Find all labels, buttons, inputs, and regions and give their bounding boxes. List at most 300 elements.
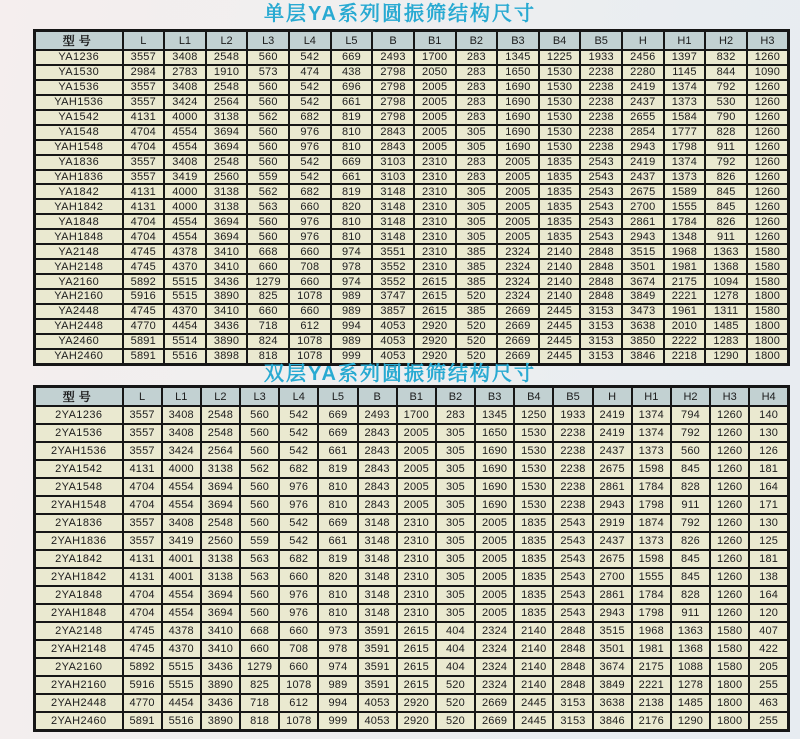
value-cell: 1835: [514, 568, 553, 586]
table-row: [35, 110, 789, 125]
value-cell: 4001: [162, 568, 201, 586]
dimension-column-header: L1: [164, 31, 206, 51]
value-cell: 2615: [397, 658, 436, 676]
value-cell: 305: [436, 442, 475, 460]
value-cell: 5514: [164, 334, 206, 349]
value-cell: 4131: [123, 184, 165, 199]
value-cell: 1800: [747, 334, 789, 349]
value-cell: 3103: [372, 155, 414, 170]
dimension-column-header: B1: [397, 387, 436, 407]
value-cell: 1784: [664, 214, 706, 229]
value-cell: 2543: [553, 550, 592, 568]
table-row: [35, 442, 789, 460]
value-cell: 1690: [475, 460, 514, 478]
value-cell: 661: [331, 95, 373, 110]
value-cell: 130: [749, 514, 788, 532]
value-cell: 2140: [539, 274, 581, 289]
value-cell: 305: [436, 586, 475, 604]
value-cell: 1397: [664, 50, 706, 65]
value-cell: 810: [331, 140, 373, 155]
value-cell: 5515: [164, 289, 206, 304]
value-cell: 999: [318, 712, 357, 731]
value-cell: 911: [705, 229, 747, 244]
value-cell: 560: [240, 424, 279, 442]
value-cell: 560: [247, 140, 289, 155]
value-cell: 305: [436, 532, 475, 550]
value-cell: 2445: [539, 334, 581, 349]
value-cell: 1798: [632, 604, 671, 622]
value-cell: 1260: [747, 125, 789, 140]
value-cell: 2140: [539, 259, 581, 274]
value-cell: 976: [289, 214, 331, 229]
value-cell: 1368: [671, 640, 710, 658]
value-cell: 3694: [201, 496, 240, 514]
value-cell: 4745: [123, 640, 162, 658]
value-cell: 2005: [497, 214, 539, 229]
table-row: [35, 184, 789, 199]
value-cell: 2943: [593, 496, 632, 514]
value-cell: 1090: [747, 65, 789, 80]
value-cell: 542: [279, 424, 318, 442]
value-cell: 1290: [705, 349, 747, 365]
value-cell: 520: [436, 694, 475, 712]
value-cell: 2310: [397, 568, 436, 586]
single-deck-spec-table: [33, 29, 790, 366]
value-cell: 4454: [162, 694, 201, 712]
value-cell: 181: [749, 460, 788, 478]
value-cell: 1530: [514, 424, 553, 442]
value-cell: 2920: [397, 712, 436, 731]
value-cell: 542: [289, 170, 331, 185]
value-cell: 976: [289, 125, 331, 140]
value-cell: 911: [705, 140, 747, 155]
value-cell: 2861: [593, 586, 632, 604]
value-cell: 4001: [162, 550, 201, 568]
value-cell: 3148: [358, 550, 397, 568]
value-cell: 4770: [123, 694, 162, 712]
value-cell: 2548: [206, 80, 248, 95]
value-cell: 1260: [710, 478, 749, 496]
value-cell: 2843: [358, 460, 397, 478]
value-cell: 2548: [201, 514, 240, 532]
value-cell: 2848: [553, 676, 592, 694]
value-cell: 4704: [123, 478, 162, 496]
value-cell: 1283: [705, 334, 747, 349]
dimension-column-header: B4: [514, 387, 553, 407]
value-cell: 2848: [553, 640, 592, 658]
value-cell: 5891: [123, 712, 162, 731]
value-cell: 2615: [397, 676, 436, 694]
value-cell: 5515: [162, 658, 201, 676]
value-cell: 1650: [497, 65, 539, 80]
value-cell: 2848: [553, 658, 592, 676]
value-cell: 1373: [664, 95, 706, 110]
value-cell: 1784: [632, 586, 671, 604]
value-cell: 2564: [201, 442, 240, 460]
value-cell: 2848: [580, 259, 622, 274]
value-cell: 2543: [580, 199, 622, 214]
value-cell: 792: [671, 514, 710, 532]
model-cell: 2YA2148: [35, 622, 123, 640]
value-cell: 2848: [553, 622, 592, 640]
value-cell: 3552: [372, 274, 414, 289]
value-cell: 2140: [539, 289, 581, 304]
value-cell: 669: [331, 155, 373, 170]
value-cell: 2543: [580, 155, 622, 170]
value-cell: 3473: [622, 304, 664, 319]
table-row: [35, 658, 789, 676]
value-cell: 255: [749, 676, 788, 694]
value-cell: 2843: [358, 442, 397, 460]
table-row: [35, 334, 789, 349]
value-cell: 3153: [553, 694, 592, 712]
value-cell: 2700: [593, 568, 632, 586]
value-cell: 2437: [622, 95, 664, 110]
value-cell: 3408: [164, 50, 206, 65]
value-cell: 2140: [539, 244, 581, 259]
value-cell: 560: [247, 80, 289, 95]
value-cell: 1910: [206, 65, 248, 80]
dimension-column-header: L2: [201, 387, 240, 407]
value-cell: 845: [671, 550, 710, 568]
value-cell: 1968: [664, 244, 706, 259]
value-cell: 3694: [206, 125, 248, 140]
value-cell: 4131: [123, 199, 165, 214]
value-cell: 828: [671, 478, 710, 496]
value-cell: 1835: [514, 586, 553, 604]
value-cell: 3694: [206, 229, 248, 244]
model-cell: YAH2460: [35, 349, 123, 365]
value-cell: 2943: [622, 140, 664, 155]
value-cell: 1690: [497, 95, 539, 110]
value-cell: 3898: [206, 349, 248, 365]
value-cell: 1311: [705, 304, 747, 319]
value-cell: 976: [279, 478, 318, 496]
dimension-column-header: L: [123, 387, 162, 407]
value-cell: 4053: [372, 334, 414, 349]
value-cell: 3153: [580, 349, 622, 365]
value-cell: 1530: [539, 65, 581, 80]
value-cell: 2005: [414, 80, 456, 95]
value-cell: 2238: [580, 65, 622, 80]
value-cell: 1279: [240, 658, 279, 676]
value-cell: 660: [279, 568, 318, 586]
value-cell: 825: [247, 289, 289, 304]
value-cell: 3849: [622, 289, 664, 304]
table-row: [35, 65, 789, 80]
value-cell: 2548: [201, 406, 240, 424]
value-cell: 2310: [414, 214, 456, 229]
model-cell: 2YA1842: [35, 550, 123, 568]
value-cell: 2140: [514, 622, 553, 640]
value-cell: 2005: [497, 229, 539, 244]
value-cell: 2848: [580, 274, 622, 289]
value-cell: 2437: [593, 442, 632, 460]
value-cell: 4554: [162, 478, 201, 496]
value-cell: 3890: [201, 676, 240, 694]
value-cell: 1530: [539, 140, 581, 155]
value-cell: 660: [279, 658, 318, 676]
value-cell: 3747: [372, 289, 414, 304]
value-cell: 3138: [206, 199, 248, 214]
value-cell: 1981: [632, 640, 671, 658]
value-cell: 2843: [372, 140, 414, 155]
value-cell: 3557: [123, 532, 162, 550]
value-cell: 3557: [123, 514, 162, 532]
dimension-column-header: B2: [436, 387, 475, 407]
value-cell: 3148: [372, 214, 414, 229]
value-cell: 560: [671, 442, 710, 460]
value-cell: 2445: [539, 304, 581, 319]
value-cell: 305: [436, 496, 475, 514]
value-cell: 1530: [514, 460, 553, 478]
model-cell: 2YAH2460: [35, 712, 123, 731]
value-cell: 3148: [358, 586, 397, 604]
value-cell: 305: [436, 568, 475, 586]
value-cell: 976: [279, 604, 318, 622]
value-cell: 305: [436, 604, 475, 622]
value-cell: 1260: [747, 110, 789, 125]
value-cell: 4554: [162, 586, 201, 604]
value-cell: 1088: [671, 658, 710, 676]
value-cell: 2005: [475, 604, 514, 622]
dimension-column-header: B4: [539, 31, 581, 51]
value-cell: 4053: [372, 319, 414, 334]
value-cell: 3153: [553, 712, 592, 731]
value-cell: 3424: [164, 95, 206, 110]
value-cell: 1278: [671, 676, 710, 694]
value-cell: 560: [247, 229, 289, 244]
value-cell: 2324: [475, 622, 514, 640]
value-cell: 1260: [747, 184, 789, 199]
value-cell: 2140: [514, 658, 553, 676]
value-cell: 2861: [593, 478, 632, 496]
value-cell: 3557: [123, 95, 165, 110]
value-cell: 126: [749, 442, 788, 460]
value-cell: 2005: [497, 155, 539, 170]
value-cell: 283: [456, 65, 498, 80]
value-cell: 708: [289, 259, 331, 274]
value-cell: 404: [436, 640, 475, 658]
value-cell: 3890: [201, 712, 240, 731]
table-row: [35, 406, 789, 424]
value-cell: 845: [671, 568, 710, 586]
value-cell: 2920: [397, 694, 436, 712]
value-cell: 1260: [747, 155, 789, 170]
value-cell: 562: [247, 184, 289, 199]
value-cell: 2324: [497, 289, 539, 304]
model-cell: 2YAH1836: [35, 532, 123, 550]
value-cell: 1690: [497, 140, 539, 155]
value-cell: 826: [705, 214, 747, 229]
value-cell: 560: [247, 214, 289, 229]
value-cell: 5916: [123, 289, 165, 304]
value-cell: 792: [671, 424, 710, 442]
table-row: [35, 532, 789, 550]
value-cell: 3515: [622, 244, 664, 259]
dimension-column-header: L5: [331, 31, 373, 51]
value-cell: 385: [456, 304, 498, 319]
value-cell: 2005: [475, 550, 514, 568]
value-cell: 3694: [201, 478, 240, 496]
dimension-column-header: H: [622, 31, 664, 51]
value-cell: 3436: [206, 319, 248, 334]
value-cell: 2050: [414, 65, 456, 80]
value-cell: 976: [289, 229, 331, 244]
value-cell: 3410: [206, 259, 248, 274]
value-cell: 2005: [475, 532, 514, 550]
value-cell: 560: [247, 50, 289, 65]
value-cell: 2560: [206, 170, 248, 185]
value-cell: 520: [456, 289, 498, 304]
value-cell: 2419: [622, 80, 664, 95]
value-cell: 1260: [710, 586, 749, 604]
value-cell: 1363: [671, 622, 710, 640]
value-cell: 2005: [397, 442, 436, 460]
value-cell: 2848: [580, 289, 622, 304]
value-cell: 2280: [622, 65, 664, 80]
value-cell: 2324: [497, 274, 539, 289]
value-cell: 2310: [414, 184, 456, 199]
dimension-column-header: B5: [553, 387, 592, 407]
value-cell: 1835: [514, 514, 553, 532]
value-cell: 4131: [123, 550, 162, 568]
value-cell: 2843: [358, 424, 397, 442]
value-cell: 1078: [279, 676, 318, 694]
value-cell: 2675: [593, 460, 632, 478]
header-row: [35, 31, 789, 51]
value-cell: 1800: [710, 712, 749, 731]
value-cell: 1798: [664, 140, 706, 155]
value-cell: 2005: [397, 478, 436, 496]
value-cell: 1260: [710, 514, 749, 532]
value-cell: 305: [456, 199, 498, 214]
value-cell: 669: [331, 50, 373, 65]
value-cell: 1584: [664, 110, 706, 125]
value-cell: 2005: [497, 184, 539, 199]
value-cell: 1373: [632, 442, 671, 460]
value-cell: 4131: [123, 568, 162, 586]
value-cell: 422: [749, 640, 788, 658]
value-cell: 976: [289, 140, 331, 155]
value-cell: 305: [456, 125, 498, 140]
value-cell: 5892: [123, 658, 162, 676]
value-cell: 542: [289, 155, 331, 170]
value-cell: 3410: [206, 244, 248, 259]
value-cell: 661: [318, 532, 357, 550]
value-cell: 3638: [622, 319, 664, 334]
value-cell: 3694: [206, 140, 248, 155]
model-cell: 2YA1848: [35, 586, 123, 604]
value-cell: 2669: [475, 694, 514, 712]
value-cell: 520: [436, 676, 475, 694]
value-cell: 5515: [164, 274, 206, 289]
value-cell: 669: [318, 406, 357, 424]
dimension-column-header: L3: [247, 31, 289, 51]
value-cell: 3501: [622, 259, 664, 274]
value-cell: 660: [289, 274, 331, 289]
value-cell: 1260: [710, 442, 749, 460]
value-cell: 3148: [358, 532, 397, 550]
value-cell: 2324: [475, 676, 514, 694]
value-cell: 2324: [475, 640, 514, 658]
value-cell: 845: [705, 184, 747, 199]
value-cell: 4745: [123, 304, 165, 319]
value-cell: 2543: [553, 514, 592, 532]
value-cell: 708: [279, 640, 318, 658]
value-cell: 138: [749, 568, 788, 586]
value-cell: 3410: [201, 640, 240, 658]
value-cell: 5516: [162, 712, 201, 731]
table-row: [35, 140, 789, 155]
value-cell: 3148: [372, 199, 414, 214]
value-cell: 2920: [414, 349, 456, 365]
model-cell: YA1836: [35, 155, 123, 170]
value-cell: 810: [318, 496, 357, 514]
value-cell: 4000: [164, 110, 206, 125]
value-cell: 1530: [514, 496, 553, 514]
value-cell: 989: [331, 304, 373, 319]
value-cell: 283: [436, 406, 475, 424]
value-cell: 140: [749, 406, 788, 424]
value-cell: 828: [671, 586, 710, 604]
value-cell: 3408: [162, 406, 201, 424]
dimension-column-header: H2: [705, 31, 747, 51]
value-cell: 1555: [632, 568, 671, 586]
value-cell: 1835: [514, 550, 553, 568]
value-cell: 3846: [622, 349, 664, 365]
value-cell: 2222: [664, 334, 706, 349]
table-row: [35, 50, 789, 65]
value-cell: 3436: [206, 274, 248, 289]
value-cell: 989: [318, 676, 357, 694]
value-cell: 542: [289, 80, 331, 95]
value-cell: 563: [240, 550, 279, 568]
model-cell: 2YA2160: [35, 658, 123, 676]
value-cell: 4704: [123, 496, 162, 514]
value-cell: 1690: [475, 496, 514, 514]
table-row: [35, 640, 789, 658]
value-cell: 660: [247, 304, 289, 319]
value-cell: 2615: [397, 640, 436, 658]
value-cell: 3674: [593, 658, 632, 676]
table-row: [35, 514, 789, 532]
value-cell: 542: [279, 514, 318, 532]
value-cell: 2419: [593, 406, 632, 424]
table-row: [35, 586, 789, 604]
value-cell: 810: [331, 229, 373, 244]
value-cell: 5515: [162, 676, 201, 694]
value-cell: 1580: [710, 622, 749, 640]
table-row: [35, 496, 789, 514]
value-cell: 305: [436, 514, 475, 532]
value-cell: 1933: [580, 50, 622, 65]
value-cell: 3557: [123, 50, 165, 65]
value-cell: 438: [331, 65, 373, 80]
value-cell: 560: [240, 586, 279, 604]
value-cell: 3857: [372, 304, 414, 319]
value-cell: 696: [331, 80, 373, 95]
model-column-header: 型号: [35, 387, 123, 407]
table-row: [35, 676, 789, 694]
value-cell: 1290: [671, 712, 710, 731]
value-cell: 2238: [580, 80, 622, 95]
value-cell: 1835: [539, 170, 581, 185]
dimension-column-header: H1: [632, 387, 671, 407]
value-cell: 1078: [279, 712, 318, 731]
value-cell: 283: [456, 155, 498, 170]
value-cell: 976: [279, 586, 318, 604]
